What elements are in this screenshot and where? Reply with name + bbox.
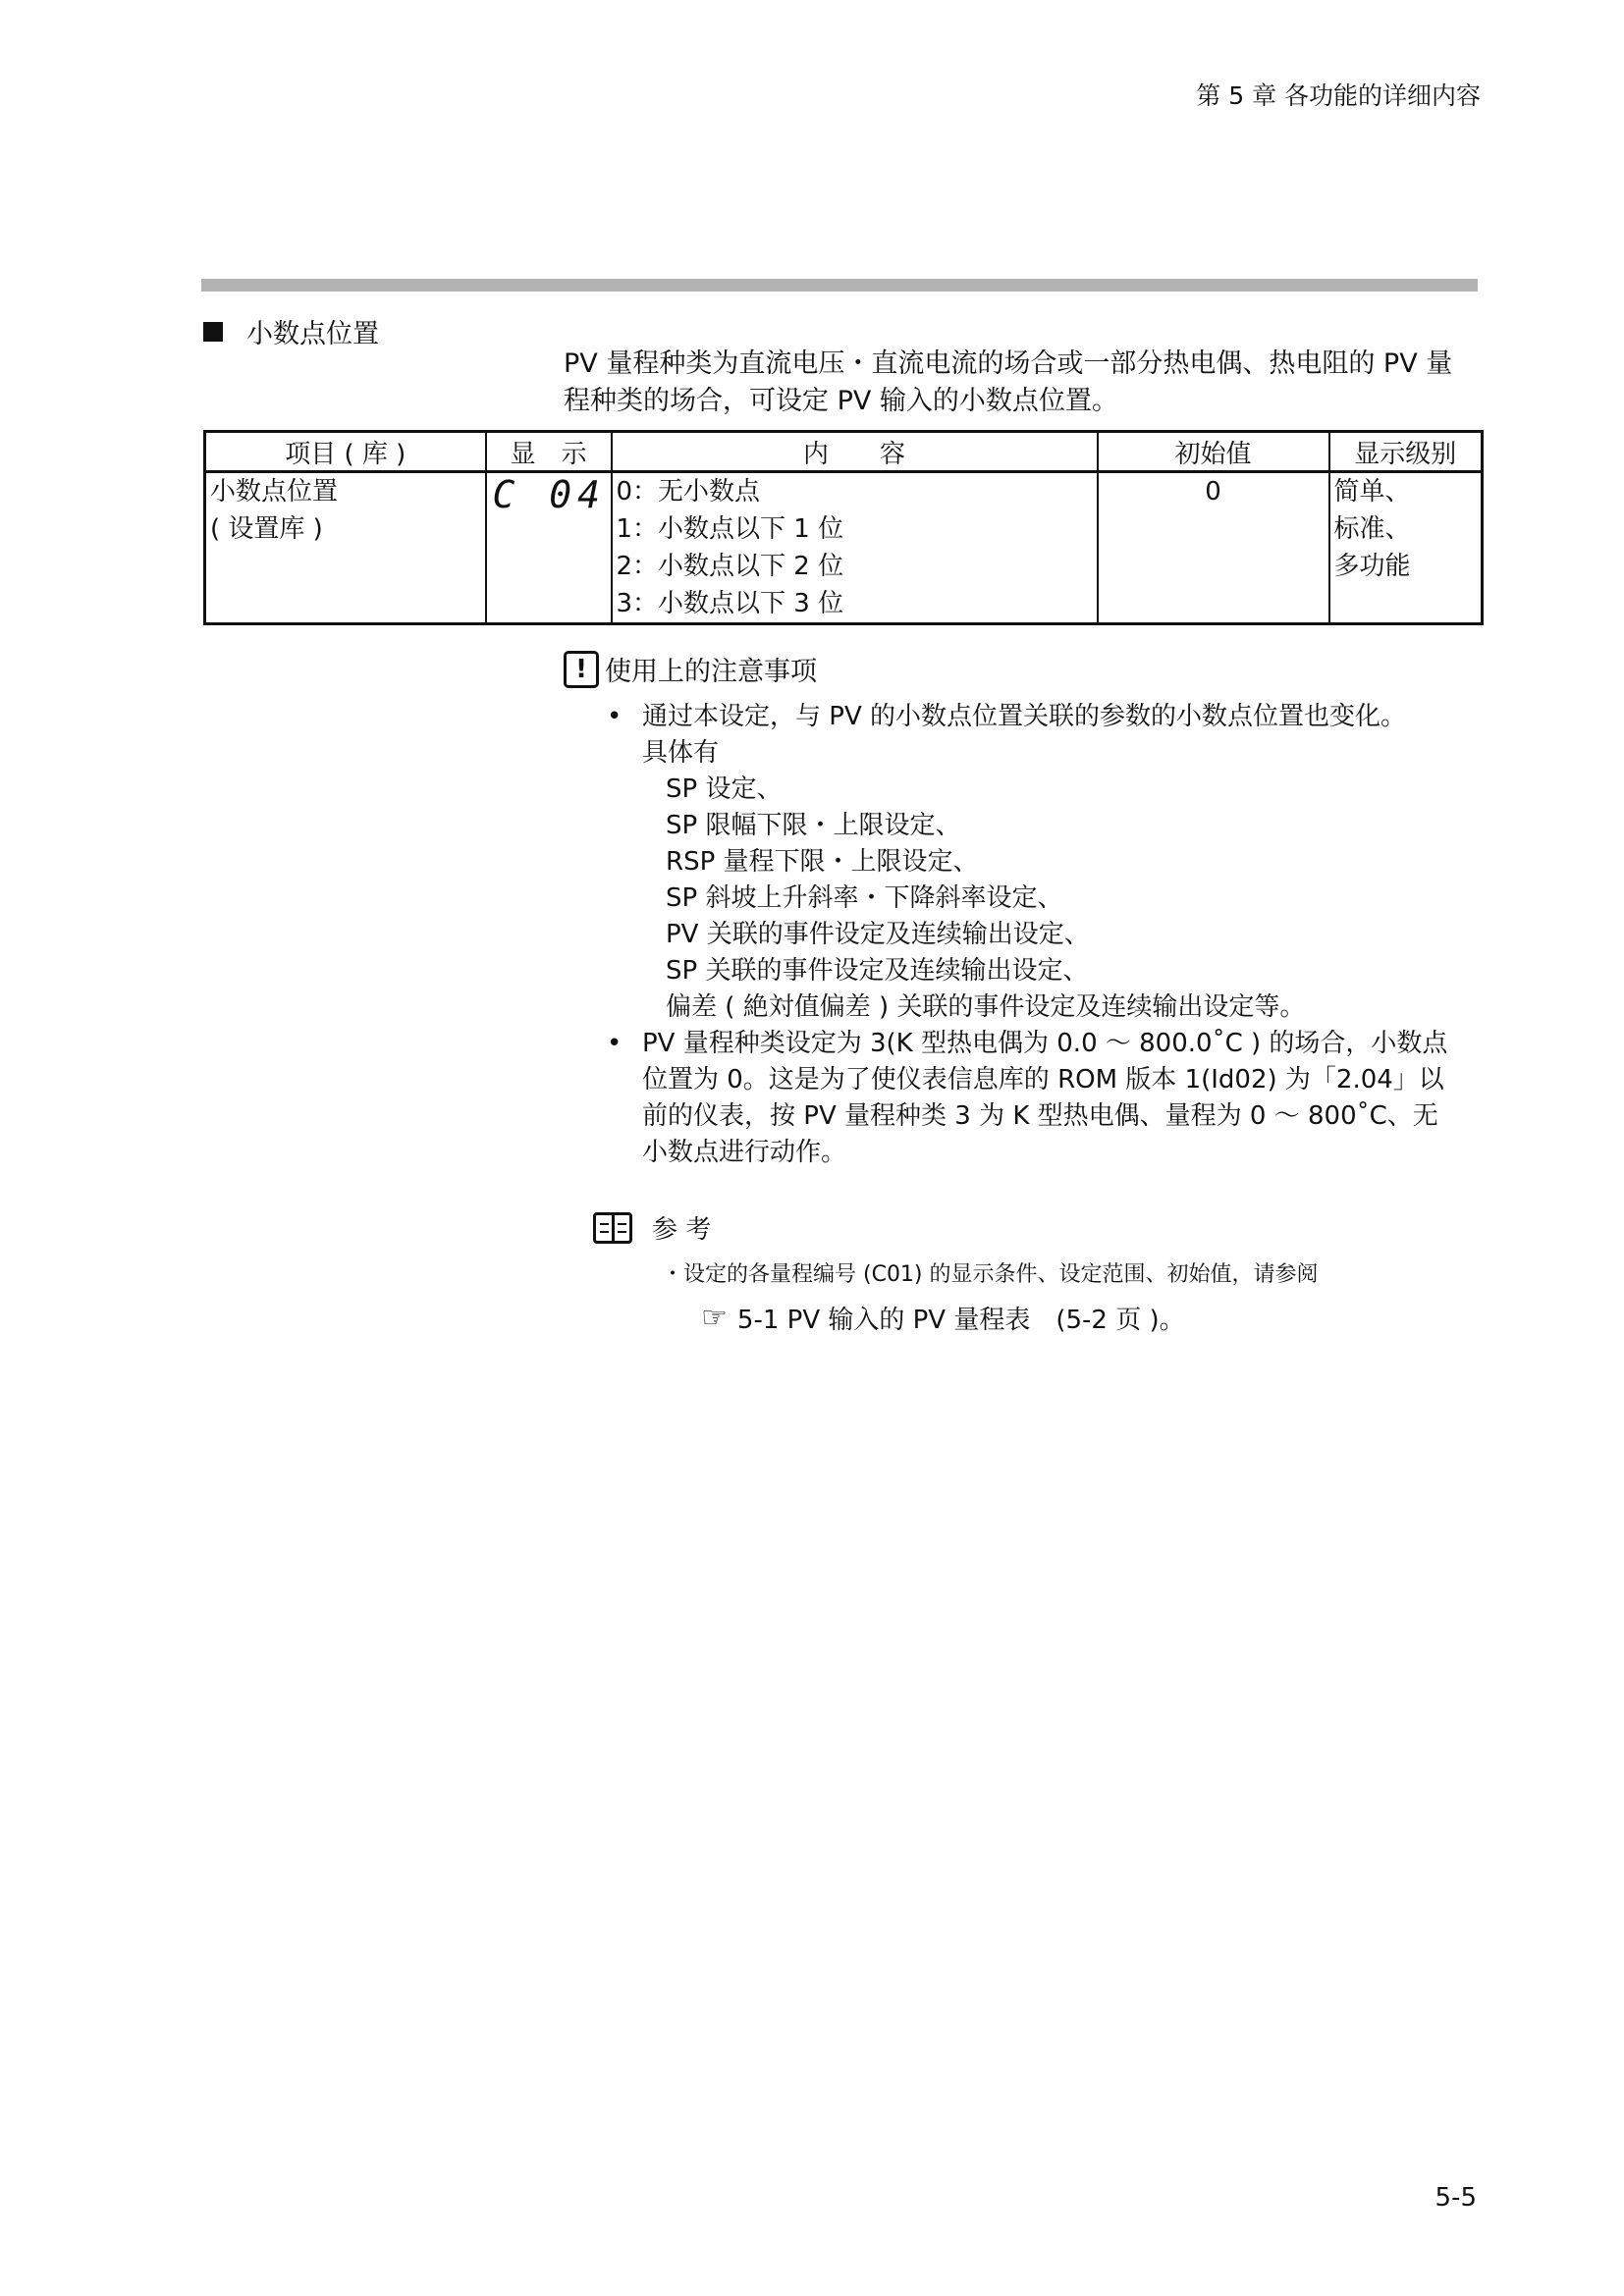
bullet-text: 前的仪表，按 PV 量程种类 3 为 K 型热电偶、量程为 0 ～ 800˚C、无 xyxy=(642,1101,1438,1131)
cell-level xyxy=(1329,472,1483,624)
caution-title: 使用上的注意事项 xyxy=(605,657,817,687)
cell-initial: 0 xyxy=(1098,472,1329,624)
section-title xyxy=(203,312,379,350)
item-name: 小数点位置 xyxy=(210,477,339,507)
parameter-table xyxy=(203,430,1484,625)
section-title-text: 小数点位置 xyxy=(246,319,379,349)
item-bank: ( 设置库 ) xyxy=(210,514,323,544)
list-item: SP 设定、 xyxy=(666,774,783,804)
square-bullet-icon xyxy=(203,322,223,342)
list-item: SP 斜坡上升斜率・下降斜率设定、 xyxy=(666,883,1063,913)
bullet-text-cont: 具体有 xyxy=(642,738,720,768)
content-option: 0：无小数点 xyxy=(616,477,761,507)
reference-block xyxy=(593,1209,1319,1336)
list-item xyxy=(607,1026,1490,1171)
list-item: SP 关联的事件设定及连续输出设定、 xyxy=(666,956,1089,986)
reference-link-text[interactable]: 5-1 PV 输入的 PV 量程表 (5-2 页 )。 xyxy=(736,1306,1185,1335)
header-level: 显示级别 xyxy=(1329,432,1483,472)
pointing-hand-icon: ☞ xyxy=(701,1301,728,1335)
caution-body xyxy=(607,699,1490,1171)
book-icon xyxy=(593,1212,632,1244)
caution-heading xyxy=(564,650,817,688)
cell-item xyxy=(205,472,486,624)
bullet-text: 通过本设定，与 PV 的小数点位置关联的参数的小数点位置也变化。 xyxy=(642,702,1406,731)
reference-link[interactable] xyxy=(593,1300,1319,1336)
reference-text: ・设定的各量程编号 (C01) 的显示条件、设定范围、初始值，请参阅 xyxy=(662,1262,1319,1287)
table-header-row xyxy=(205,432,1483,472)
bullet-dot-icon: • xyxy=(607,1029,623,1058)
level-option: 标准、 xyxy=(1333,514,1411,544)
bullet-text: 位置为 0。这是为了使仪表信息库的 ROM 版本 1(Id02) 为「2.04」以 xyxy=(642,1065,1444,1095)
reference-heading xyxy=(593,1209,1319,1246)
level-option: 多功能 xyxy=(1333,552,1411,581)
bullet-text: 小数点进行动作。 xyxy=(642,1138,847,1167)
header-content: 内 容 xyxy=(612,432,1098,472)
page-number: 5-5 xyxy=(1435,2183,1477,2213)
list-item: 偏差 ( 絶対值偏差 ) 关联的事件设定及连续输出设定等。 xyxy=(666,992,1306,1022)
list-item: RSP 量程下限・上限设定、 xyxy=(666,847,979,877)
level-option: 简单、 xyxy=(1333,477,1411,507)
affected-parameter-list xyxy=(607,772,1490,1026)
intro-paragraph: PV 量程种类为直流电压・直流电流的场合或一部分热电偶、热电阻的 PV 量程种类的场合，可设定 PV 输入的小数点位置。 xyxy=(564,348,1453,416)
header-item: 项目 ( 库 ) xyxy=(205,432,486,472)
reference-title: 参 考 xyxy=(652,1215,712,1245)
header-initial: 初始值 xyxy=(1098,432,1329,472)
table-row xyxy=(205,472,1483,624)
bullet-dot-icon: • xyxy=(607,702,623,731)
bullet-text: PV 量程种类设定为 3(K 型热电偶为 0.0 ～ 800.0˚C ) 的场合，小数点 xyxy=(642,1029,1448,1058)
cell-content xyxy=(612,472,1098,624)
list-item: SP 限幅下限・上限设定、 xyxy=(666,811,961,840)
section-divider xyxy=(201,279,1478,292)
exclamation-box-icon: ! xyxy=(564,651,599,688)
header-display: 显 示 xyxy=(486,432,612,472)
list-item xyxy=(607,699,1490,772)
content-option: 3：小数点以下 3 位 xyxy=(616,589,844,618)
list-item: PV 关联的事件设定及连续输出设定、 xyxy=(666,920,1090,949)
segment-display-code: C 04 xyxy=(492,473,607,516)
chapter-header: 第 5 章 各功能的详细内容 xyxy=(1196,81,1481,110)
content-option: 1：小数点以下 1 位 xyxy=(616,514,844,544)
cell-display xyxy=(486,472,612,624)
content-option: 2：小数点以下 2 位 xyxy=(616,552,844,581)
